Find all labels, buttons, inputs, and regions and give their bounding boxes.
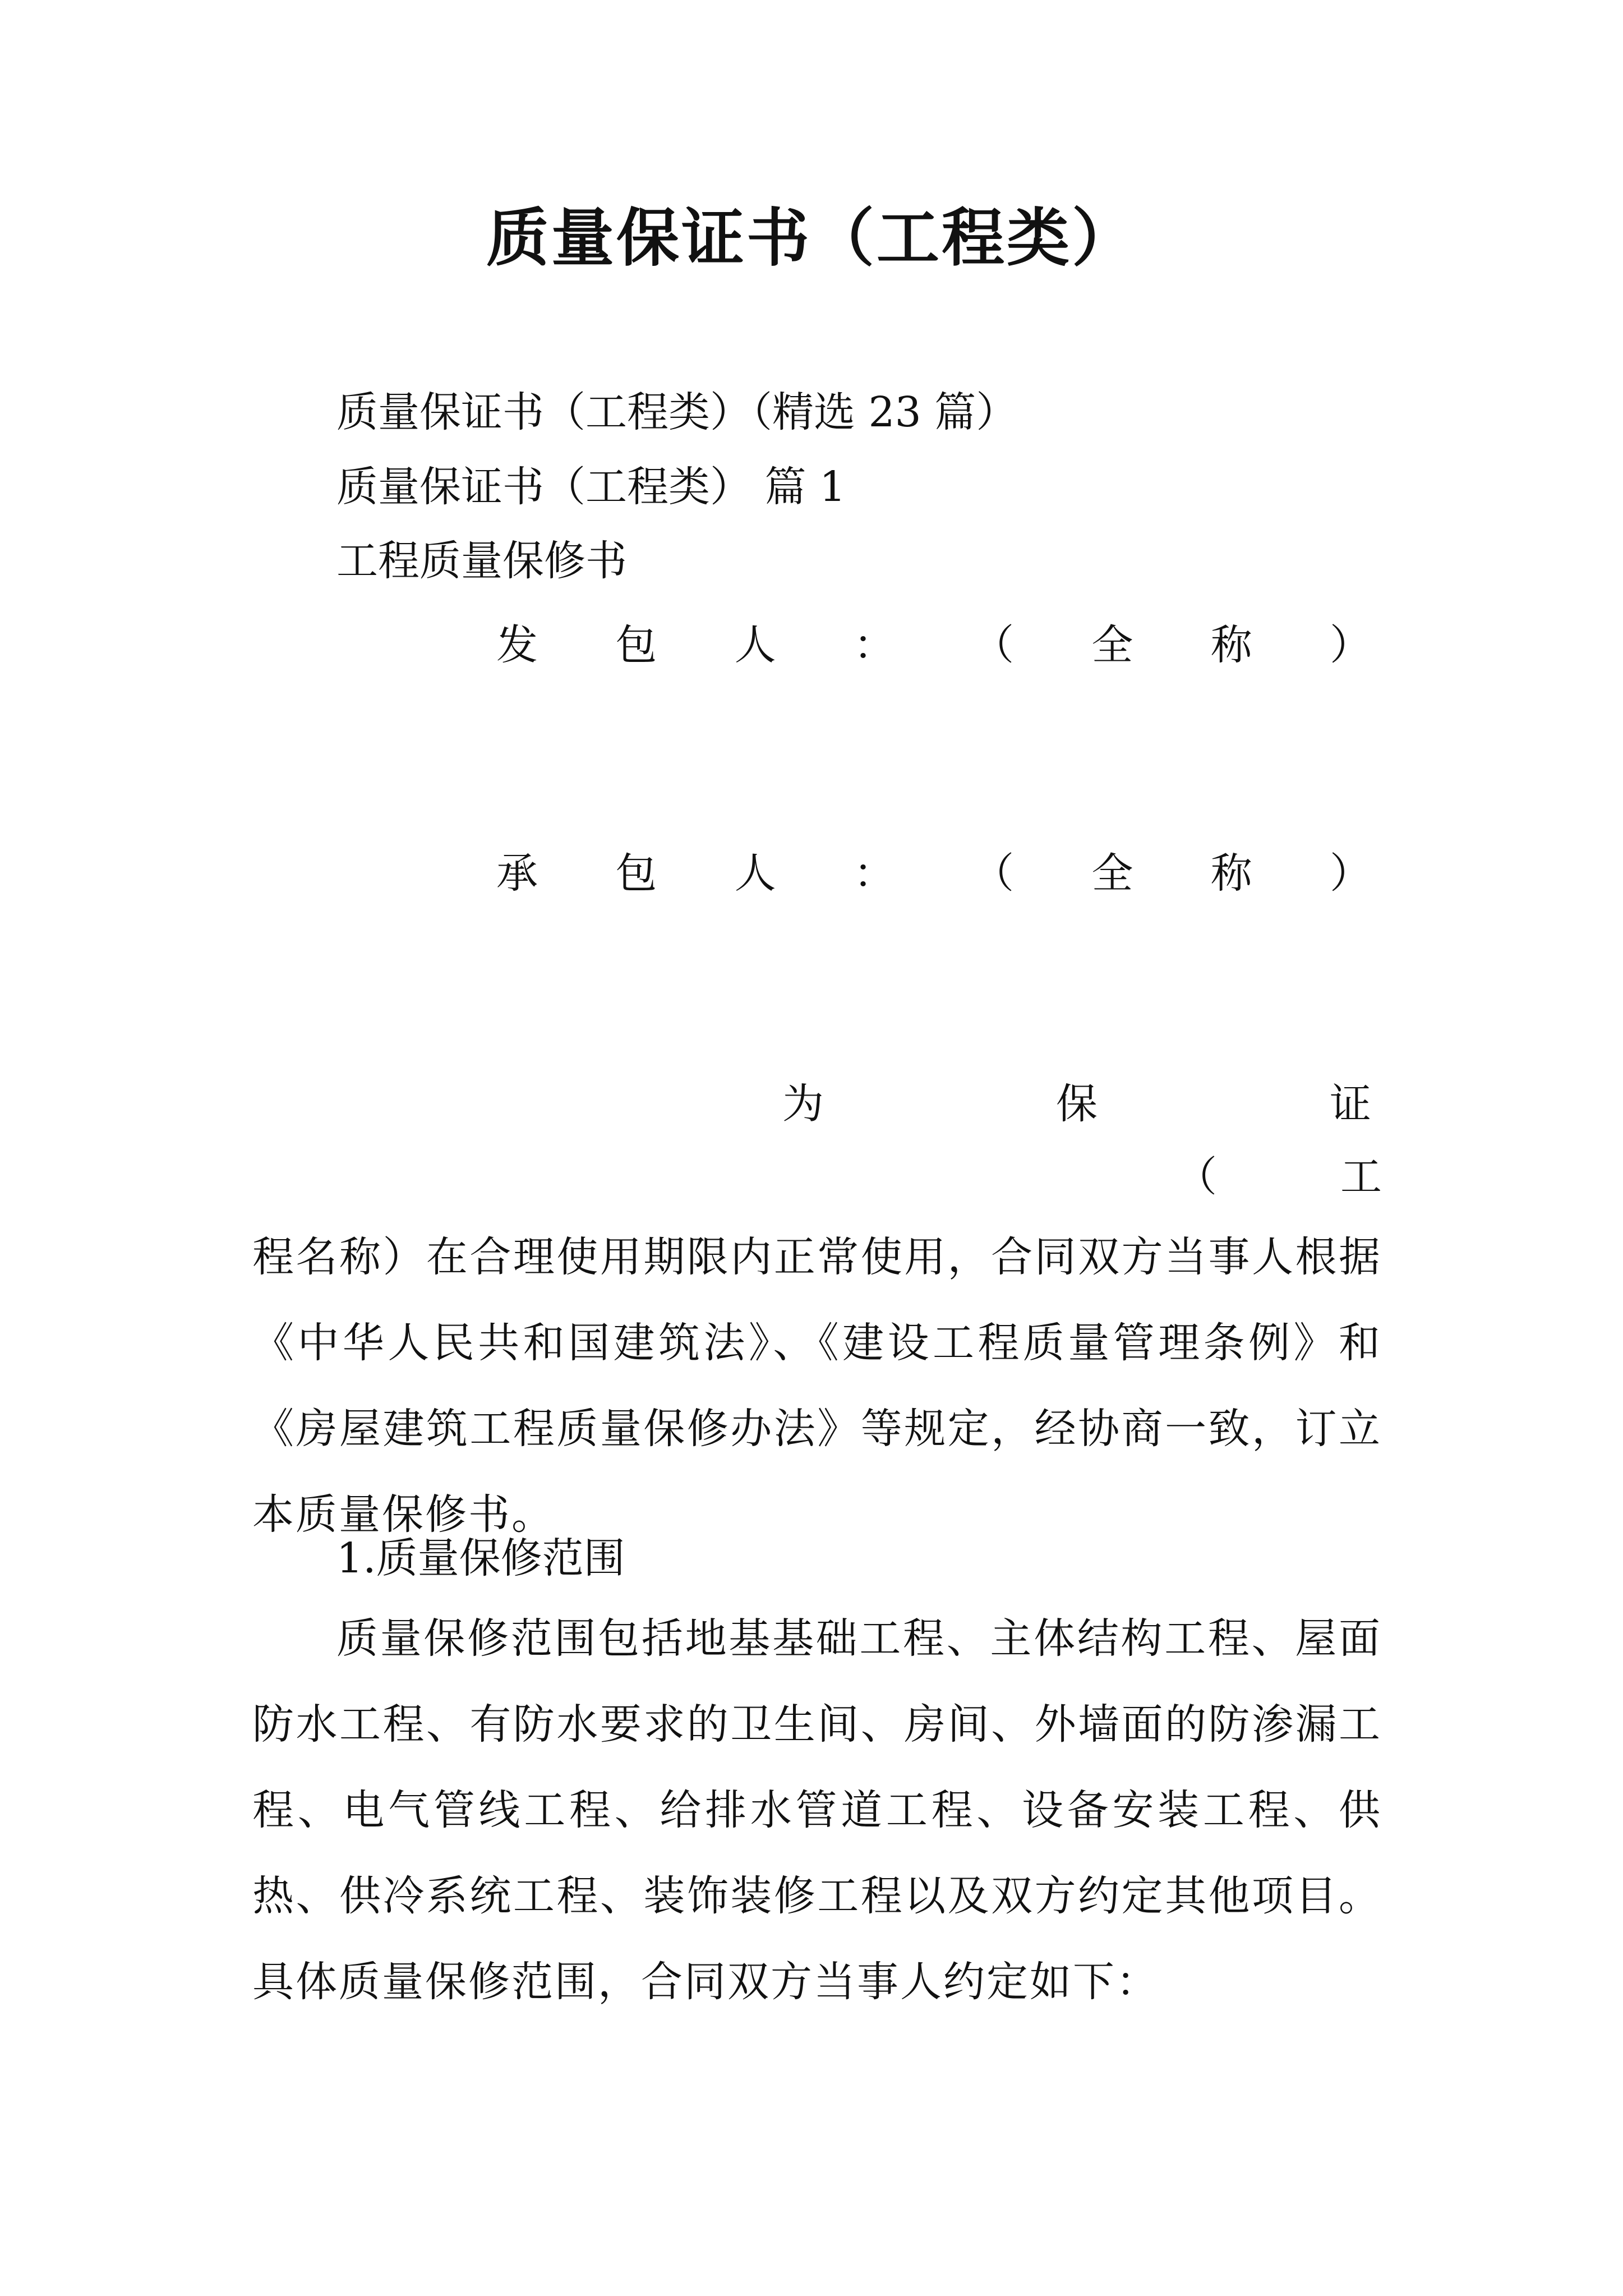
purpose-line <box>782 1076 1371 1132</box>
contractor-employer-line <box>496 617 1371 673</box>
section-1-heading: 1.质量保修范围 <box>336 1534 625 1582</box>
char: 称 <box>1210 849 1252 898</box>
char: 包 <box>615 849 657 898</box>
char: 全 <box>1091 621 1133 669</box>
section-1-text: 质量保修范围包括地基基础工程、主体结构工程、屋面防水工程、有防水要求的卫生间、房间、外墙面的防渗漏工程、电气管线工程、给排水管道工程、设备安装工程、供热、供冷系统工程、装饰装修工程以及双方约定其他项目。具体质量保修范围，合同双方当事人约定如下： <box>252 1614 1382 2006</box>
char: ： <box>853 849 895 898</box>
char: 称 <box>1210 621 1252 669</box>
char: 工 <box>1340 1153 1382 1201</box>
char: 发 <box>496 621 538 669</box>
char: （ <box>972 849 1015 898</box>
preamble-paragraph: 程名称）在合理使用期限内正常使用，合同双方当事人根据《中华人民共和国建筑法》、《建设工程质量管理条例》和《房屋建筑工程质量保修办法》等规定，经协商一致，订立本质量保修书。 <box>252 1233 1382 1539</box>
char: （ <box>972 621 1015 669</box>
char: （ <box>1175 1153 1217 1201</box>
contractor-line <box>496 845 1371 901</box>
char: 人 <box>734 849 776 898</box>
char: 包 <box>615 621 657 669</box>
char: ） <box>1329 621 1371 669</box>
char: 为 <box>782 1080 824 1128</box>
warranty-book-heading: 工程质量保修书 <box>336 537 627 585</box>
char: 保 <box>1056 1080 1098 1128</box>
char: ） <box>1329 849 1371 898</box>
char: 全 <box>1091 849 1133 898</box>
collection-heading: 质量保证书（工程类）（精选 23 篇） <box>336 388 1018 436</box>
part-heading: 质量保证书（工程类） 篇 1 <box>336 463 846 511</box>
char: 人 <box>734 621 776 669</box>
project-name-paren-line <box>252 1149 1382 1205</box>
char: ： <box>853 621 895 669</box>
char: 证 <box>1330 1080 1371 1128</box>
document-title: 质量保证书（工程类） <box>486 201 1137 275</box>
section-1-body <box>252 1596 1382 2025</box>
char: 承 <box>496 849 538 898</box>
